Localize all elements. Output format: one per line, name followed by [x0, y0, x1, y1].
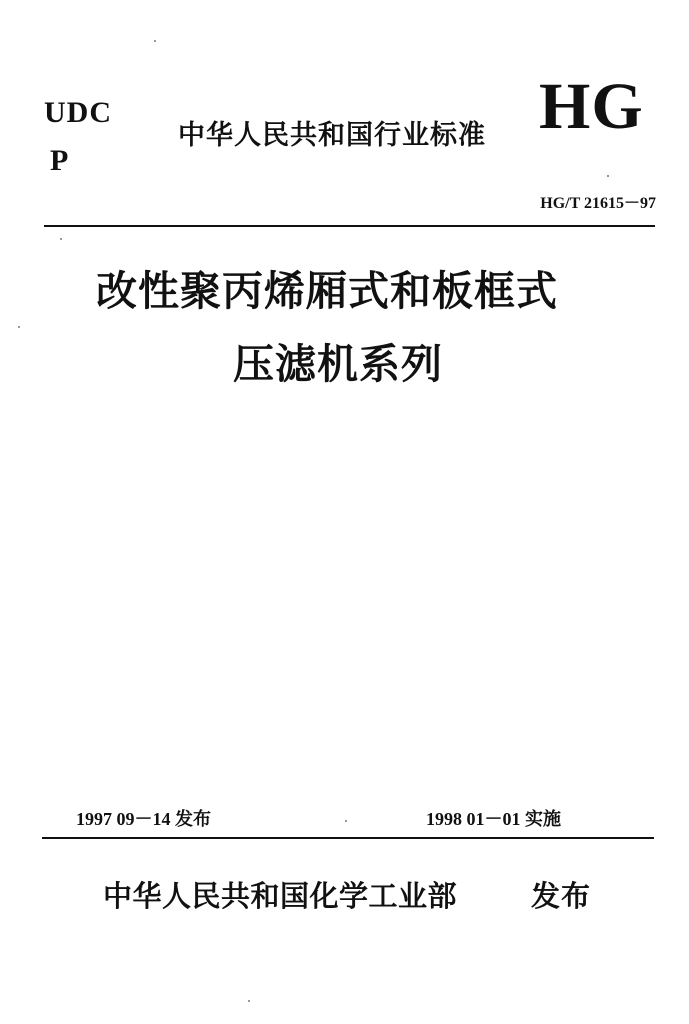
scan-speck	[607, 175, 609, 177]
scan-speck	[154, 40, 156, 42]
issuing-authority: 中华人民共和国化学工业部	[103, 879, 458, 913]
standard-logo: HG	[539, 70, 644, 143]
scan-speck	[60, 238, 62, 240]
standard-type-heading: 中华人民共和国行业标准	[178, 120, 486, 151]
implementation-date: 1998 01－01 实施	[426, 809, 561, 829]
standard-number: HG/T 21615－97	[540, 195, 656, 212]
classification-code: P	[50, 144, 69, 177]
scan-speck	[18, 326, 20, 328]
udc-label: UDC	[44, 96, 112, 129]
issuer-action: 发布	[531, 879, 592, 913]
bottom-divider	[42, 837, 654, 839]
scan-speck	[345, 820, 347, 822]
scan-speck	[248, 1000, 250, 1002]
document-title-line-2: 压滤机系列	[233, 340, 443, 388]
top-divider	[44, 225, 655, 227]
issue-date: 1997 09－14 发布	[76, 809, 211, 829]
document-title-line-1: 改性聚丙烯厢式和板框式	[96, 267, 558, 315]
